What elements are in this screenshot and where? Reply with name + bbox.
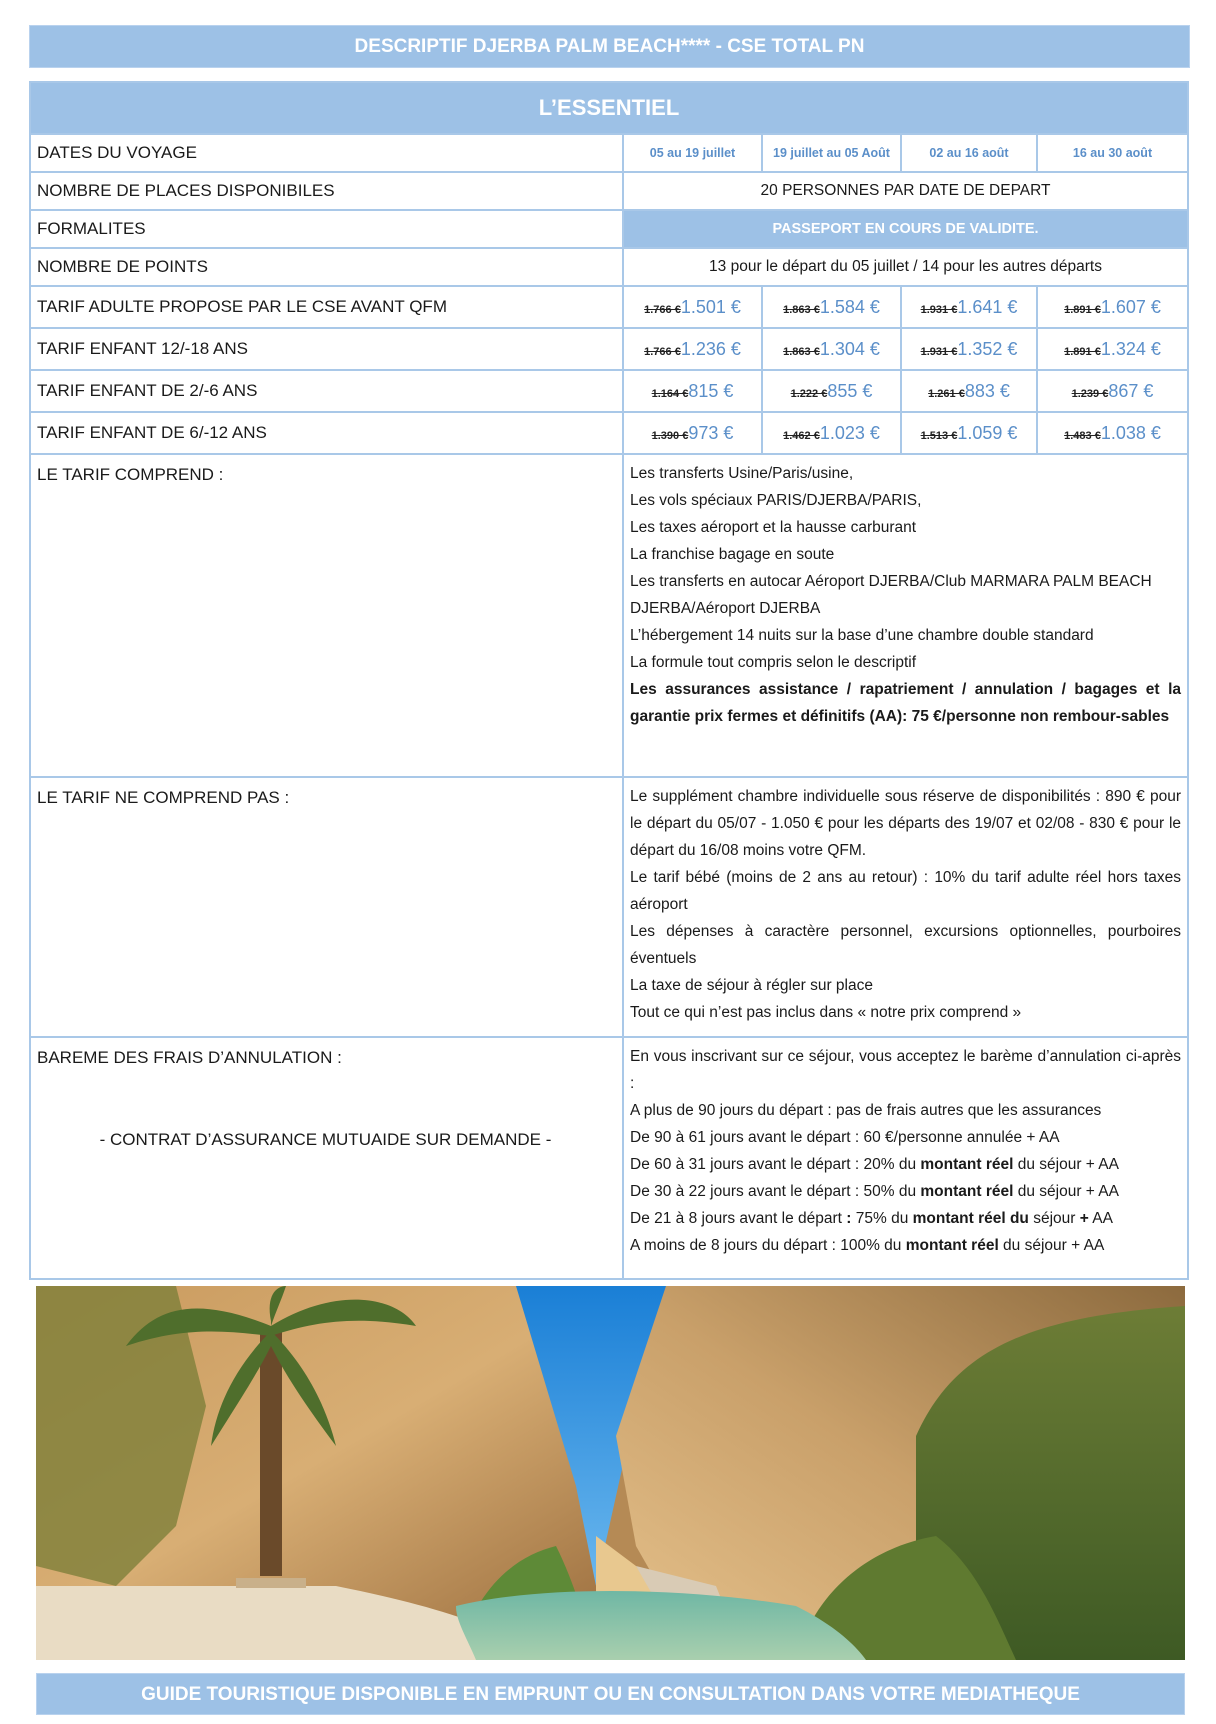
old-price: 1.222 €: [790, 387, 828, 400]
list-item: L’hébergement 14 nuits sur la base d’une chambre double standard: [630, 627, 1094, 644]
annulation-scale: [623, 1037, 1188, 1279]
formalites-label: FORMALITES: [30, 210, 623, 248]
old-price: 1.766 €: [644, 345, 681, 358]
price-cell: [762, 328, 901, 370]
annulation-label-cell: [30, 1037, 623, 1279]
list-item: De 90 à 61 jours avant le départ : 60 €/personne annulée + AA: [630, 1129, 1060, 1146]
new-price: 883 €: [964, 380, 1010, 401]
price-cell: [623, 370, 762, 412]
price-cell: [623, 328, 762, 370]
old-price: 1.891 €: [1064, 303, 1101, 316]
new-price: 855 €: [827, 380, 873, 401]
comprend-list: [623, 454, 1188, 777]
price-cell: [1037, 412, 1188, 454]
new-price: 1.584 €: [819, 296, 880, 317]
places-value: 20 PERSONNES PAR DATE DE DEPART: [623, 172, 1188, 210]
list-item: [630, 1151, 1181, 1178]
old-price: 1.766 €: [644, 303, 681, 316]
list-item: Les transferts Usine/Paris/usine,: [630, 465, 854, 482]
tarif-row: [30, 286, 1188, 328]
formalites-row: [30, 210, 1188, 248]
new-price: 1.352 €: [957, 338, 1018, 359]
list-item: Les dépenses à caractère personnel, excursions optionnelles, pourboires éventuels: [630, 923, 1182, 967]
new-price: 973 €: [688, 422, 734, 443]
old-price: 1.239 €: [1071, 387, 1109, 400]
new-price: 867 €: [1108, 380, 1154, 401]
formalites-value: PASSEPORT EN COURS DE VALIDITE.: [623, 210, 1188, 248]
dates-label: DATES DU VOYAGE: [30, 134, 623, 172]
text: du séjour + AA: [1013, 1183, 1119, 1200]
new-price: 1.304 €: [819, 338, 880, 359]
document-title: DESCRIPTIF DJERBA PALM BEACH**** - CSE TOTAL PN: [29, 25, 1190, 68]
new-price: 1.324 €: [1100, 338, 1161, 359]
annulation-row: [30, 1037, 1188, 1279]
landscape-illustration: [36, 1286, 1185, 1660]
bold-text: montant réel: [905, 1237, 999, 1254]
dates-row: [30, 134, 1188, 172]
date-col-2: 19 juillet au 05 Août: [762, 134, 901, 172]
old-price: 1.931 €: [920, 345, 958, 358]
new-price: 1.607 €: [1100, 296, 1161, 317]
new-price: 1.236 €: [680, 338, 741, 359]
date-col-3: 02 au 16 août: [901, 134, 1037, 172]
price-cell: [901, 370, 1037, 412]
points-label: NOMBRE DE POINTS: [30, 248, 623, 286]
ne-comprend-pas-list: [623, 777, 1188, 1037]
list-item: [630, 1232, 1181, 1259]
tarif-row: [30, 370, 1188, 412]
text: du séjour + AA: [998, 1237, 1105, 1254]
price-cell: [623, 412, 762, 454]
old-price: 1.164 €: [651, 387, 689, 400]
comprend-label: LE TARIF COMPREND :: [30, 454, 623, 777]
text: du séjour + AA: [1013, 1156, 1119, 1173]
section-header: L’ESSENTIEL: [30, 82, 1188, 134]
list-item: La taxe de séjour à régler sur place: [630, 977, 873, 994]
new-price: 1.501 €: [680, 296, 741, 317]
new-price: 1.038 €: [1100, 422, 1161, 443]
text: 75% du: [851, 1210, 913, 1227]
price-cell: [762, 370, 901, 412]
points-row: [30, 248, 1188, 286]
list-item: Le supplément chambre individuelle sous réserve de disponibilités : 890 € pour le départ du 05/07 - 1.050 € pour les départs des 19/07 et 02/08 - 830 € pour le départ du 16/08 moins votre QFM.: [630, 788, 1182, 859]
date-col-4: 16 au 30 août: [1037, 134, 1188, 172]
text: séjour: [1028, 1210, 1080, 1227]
list-item: [630, 1178, 1181, 1205]
essentials-table: [29, 81, 1189, 1280]
bold-text: montant réel: [920, 1183, 1014, 1200]
text: De 60 à 31 jours avant le départ : 20% du: [630, 1156, 921, 1173]
text: AA: [1088, 1210, 1113, 1227]
old-price: 1.863 €: [783, 303, 820, 316]
annulation-intro: En vous inscrivant sur ce séjour, vous acceptez le barème d’annulation ci-après :: [630, 1048, 1182, 1092]
places-label: NOMBRE DE PLACES DISPONIBILES: [30, 172, 623, 210]
old-price: 1.261 €: [928, 387, 965, 400]
points-value: 13 pour le départ du 05 juillet / 14 pour les autres départs: [623, 248, 1188, 286]
list-item: Le tarif bébé (moins de 2 ans au retour) : 10% du tarif adulte réel hors taxes aéroport: [630, 869, 1182, 913]
old-price: 1.390 €: [651, 429, 689, 442]
list-item: A plus de 90 jours du départ : pas de frais autres que les assurances: [630, 1102, 1102, 1119]
list-item: La franchise bagage en soute: [630, 546, 835, 563]
tarif-label: TARIF ENFANT DE 2/-6 ANS: [30, 370, 623, 412]
comprend-row: [30, 454, 1188, 777]
list-item: [630, 1205, 1181, 1232]
insurance-contract-note: - CONTRAT D’ASSURANCE MUTUAIDE SUR DEMANDE -: [99, 1130, 552, 1149]
text: De 21 à 8 jours avant le départ: [630, 1210, 847, 1227]
list-item: Les vols spéciaux PARIS/DJERBA/PARIS,: [630, 492, 922, 509]
list-item: Les transferts en autocar Aéroport DJERBA/Club MARMARA PALM BEACH DJERBA/Aéroport DJERBA: [630, 573, 1152, 617]
text: A moins de 8 jours du départ : 100% du: [630, 1237, 906, 1254]
tarif-label: TARIF ENFANT 12/-18 ANS: [30, 328, 623, 370]
list-item: Tout ce qui n’est pas inclus dans « notre prix comprend »: [630, 1004, 1022, 1021]
price-cell: [1037, 286, 1188, 328]
price-cell: [901, 286, 1037, 328]
price-cell: [762, 286, 901, 328]
tarif-label: TARIF ADULTE PROPOSE PAR LE CSE AVANT QFM: [30, 286, 623, 328]
old-price: 1.931 €: [920, 303, 958, 316]
old-price: 1.891 €: [1064, 345, 1101, 358]
price-cell: [1037, 328, 1188, 370]
old-price: 1.863 €: [783, 345, 820, 358]
tarif-label: TARIF ENFANT DE 6/-12 ANS: [30, 412, 623, 454]
text: De 30 à 22 jours avant le départ : 50% du: [630, 1183, 921, 1200]
annulation-label: BAREME DES FRAIS D’ANNULATION :: [37, 1048, 342, 1067]
new-price: 1.059 €: [957, 422, 1018, 443]
old-price: 1.483 €: [1064, 429, 1101, 442]
list-item: La formule tout compris selon le descriptif: [630, 654, 917, 671]
price-cell: [901, 412, 1037, 454]
price-cell: [623, 286, 762, 328]
price-cell: [1037, 370, 1188, 412]
bold-text: +: [1079, 1210, 1089, 1227]
ne-comprend-pas-row: [30, 777, 1188, 1037]
ne-comprend-pas-label: LE TARIF NE COMPREND PAS :: [30, 777, 623, 1037]
tarif-row: [30, 412, 1188, 454]
new-price: 1.641 €: [957, 296, 1018, 317]
new-price: 815 €: [688, 380, 734, 401]
oasis-canyon-photo: [36, 1286, 1185, 1660]
bold-text: montant réel: [920, 1156, 1014, 1173]
new-price: 1.023 €: [819, 422, 880, 443]
price-cell: [762, 412, 901, 454]
insurance-item: Les assurances assistance / rapatriement / annulation / bagages et la garantie prix fermes et définitifs (AA): 75 €/personne non rembour-sables: [630, 681, 1182, 725]
bold-text: :: [846, 1210, 852, 1227]
tarif-row: [30, 328, 1188, 370]
date-col-1: 05 au 19 juillet: [623, 134, 762, 172]
list-item: Les taxes aéroport et la hausse carburant: [630, 519, 917, 536]
places-row: [30, 172, 1188, 210]
old-price: 1.513 €: [920, 429, 958, 442]
bold-text: montant réel du: [912, 1210, 1029, 1227]
old-price: 1.462 €: [783, 429, 820, 442]
price-cell: [901, 328, 1037, 370]
footer-banner: GUIDE TOURISTIQUE DISPONIBLE EN EMPRUNT OU EN CONSULTATION DANS VOTRE MEDIATHEQUE: [36, 1673, 1185, 1715]
